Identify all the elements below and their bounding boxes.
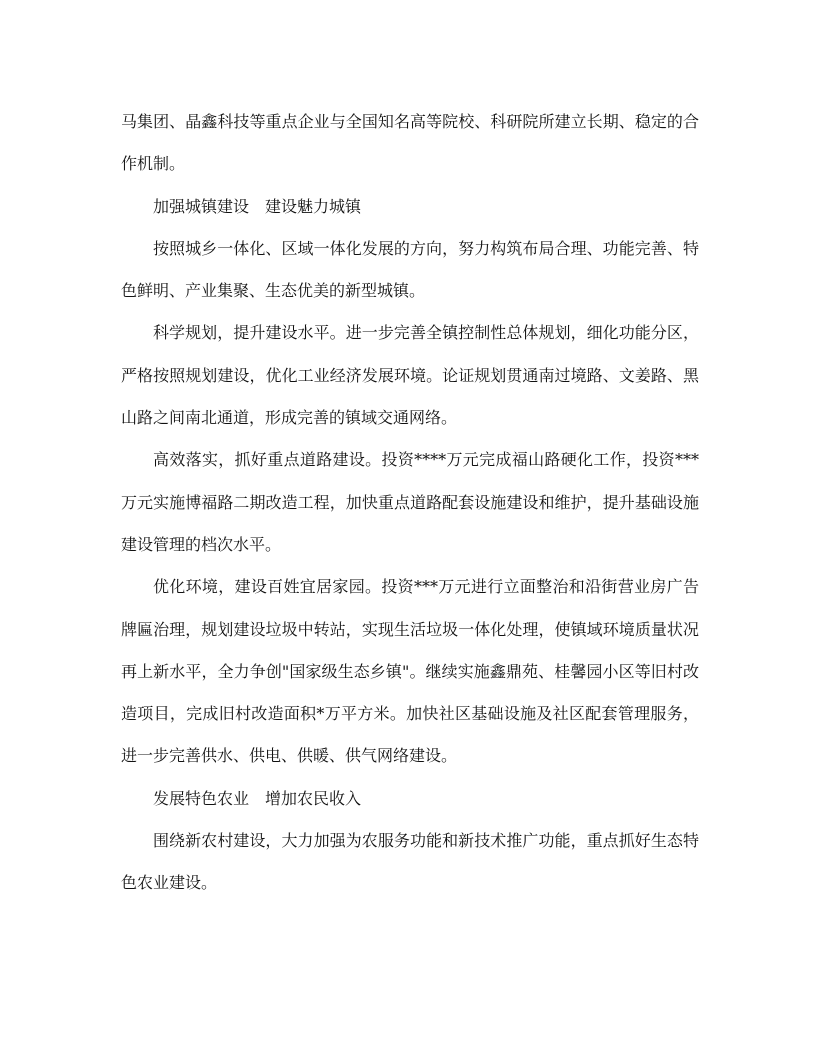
- paragraph-environment-optimization: 优化环境，建设百姓宜居家园。投资***万元进行立面整治和沿街营业房广告牌匾治理，规划建设垃圾中转站，实现生活垃圾一体化处理，使镇域环境质量状况再上新水平，全力争创"国家级生态乡镇"。继续实施鑫鼎苑、桂馨园小区等旧村改造项目，完成旧村改造面积*万平方米。加快社区基础设施及社区配套管理服务，进一步完善供水、供电、供暖、供气网络建设。: [121, 577, 699, 766]
- paragraph-new-rural-construction: 围绕新农村建设，大力加强为农服务功能和新技术推广功能，重点抓好生态特色农业建设。: [121, 831, 699, 893]
- section-heading-agriculture: 发展特色农业 增加农民收入: [153, 788, 362, 808]
- paragraph-road-construction: 高效落实，抓好重点道路建设。投资****万元完成福山路硬化工作，投资***万元实施博福路二期改造工程，加快重点道路配套设施建设和维护，提升基础设施建设管理的档次水平。: [121, 450, 699, 554]
- section-heading-town-construction: 加强城镇建设 建设魅力城镇: [153, 196, 362, 216]
- paragraph-continuation: 马集团、晶鑫科技等重点企业与全国知名高等院校、科研院所建立长期、稳定的合作机制。: [121, 112, 699, 174]
- paragraph-scientific-planning: 科学规划，提升建设水平。进一步完善全镇控制性总体规划，细化功能分区，严格按照规划建设，优化工业经济发展环境。论证规划贯通南过境路、文姜路、黑山路之间南北通道，形成完善的镇域交通网络。: [121, 323, 699, 428]
- document-body: [121, 101, 699, 905]
- paragraph-urban-rural-integration: 按照城乡一体化、区域一体化发展的方向，努力构筑布局合理、功能完善、特色鲜明、产业集聚、生态优美的新型城镇。: [121, 238, 699, 301]
